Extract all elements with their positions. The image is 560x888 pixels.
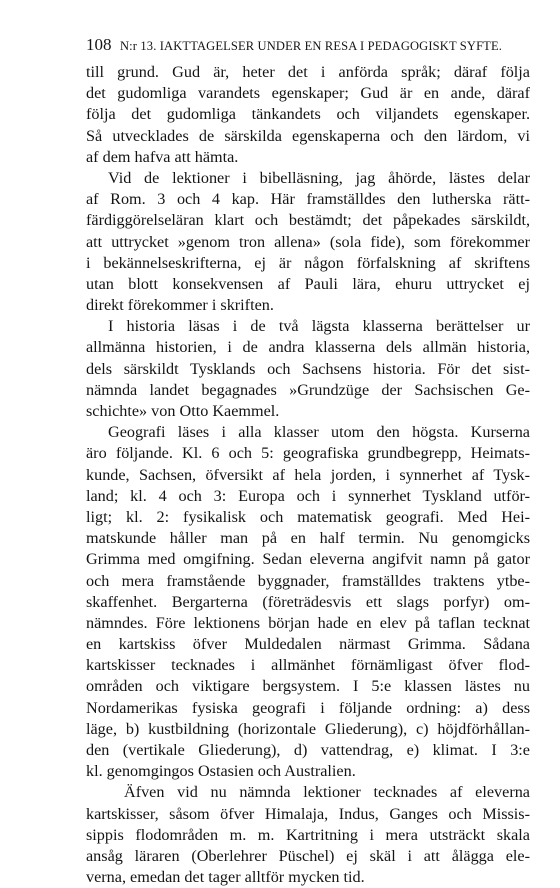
running-head: [86, 35, 530, 55]
text-line: följa det gudomliga tänkandets och viljandets egenskaper.: [86, 105, 530, 124]
text-line: ligt; kl. 2: fysikalisk och matematisk geografi. Med Hei-: [86, 507, 530, 526]
text-line: af Rom. 3 och 4 kap. Här framställdes den lutherska rätt-: [86, 190, 530, 209]
text-line: Nordamerikas fysiska geografi i följande ordning: a) dess: [86, 698, 530, 717]
text-line: färdiggörelseläran klart och bestämdt; det påpekades särskildt,: [86, 211, 530, 230]
text-line: nämndes. Före lektionens början hade en elev på taflan tecknat: [86, 613, 530, 632]
text-line: kl. genomgingos Ostasien och Australien.: [86, 762, 356, 781]
paragraph-first-line: I historia läsas i de två lägsta klasserna berättelser ur: [108, 317, 530, 336]
text-line: områden och viktigare bergsystem. I 5:e klassen lästes nu: [86, 677, 530, 696]
running-head-title: N:r 13. IAKTTAGELSER UNDER EN RESA I PEDAGOGISKT SYFTE.: [120, 39, 503, 53]
text-line: direkt förekommer i skriften.: [86, 296, 274, 315]
text-line: i bekännelseskrifterna, ej är någon förfalskning af skriftens: [86, 253, 530, 272]
paragraph-first-line: Äfven vid nu nämnda lektioner tecknades af eleverna: [124, 783, 530, 802]
text-line: verna, emedan det tager alltför mycken tid.: [86, 868, 365, 887]
text-line: till grund. Gud är, heter det i anförda språk; däraf följa: [86, 63, 530, 81]
text-line: Så utvecklades de särskilda egenskaperna och den lärdom, vi: [86, 126, 530, 145]
text-line: dels särskildt Tysklands och Sachsens historia. För det sist-: [86, 359, 530, 378]
text-line: och mera framstående byggnader, framställdes traktens ytbe-: [86, 571, 530, 590]
text-line: Grimma med omgifning. Sedan eleverna angifvit namn på gator: [86, 550, 530, 569]
text-line: sippis flodområden m. m. Kartritning i mera utsträckt skala: [86, 825, 530, 844]
text-line: kartskisser tecknades i allmänhet förnämligast öfver flod-: [86, 656, 530, 675]
text-line: af dem hafva att hämta.: [86, 147, 239, 166]
paragraph-first-line: Geografi läses i alla klasser utom den högsta. Kurserna: [108, 423, 530, 442]
text-line: att uttrycket »genom tron allena» (sola fide), som förekommer: [86, 232, 530, 251]
text-line: skaffenhet. Bergarterna (företrädesvis ett slags porfyr) om-: [86, 592, 530, 611]
text-line: land; kl. 4 och 3: Europa och i synnerhet Tyskland utför-: [86, 486, 530, 505]
text-line: den (vertikale Gliederung), d) vattendrag, e) klimat. I 3:e: [86, 741, 530, 759]
text-line: äro följande. Kl. 6 och 5: geografiska grundbegrepp, Heimats-: [86, 444, 530, 463]
body-text: [86, 62, 530, 888]
text-line: kartskisser, såsom öfver Himalaja, Indus, Ganges och Missis-: [86, 804, 530, 823]
text-line: ansåg läraren (Oberlehrer Püschel) ej skäl i att ålägga ele-: [86, 846, 530, 865]
text-line: allmänna historien, i de andra klasserna dels allmän historia,: [86, 338, 530, 357]
text-line: nämnda landet begagnades »Grundzüge der Sachsischen Ge-: [86, 380, 530, 399]
text-line: schichte» von Otto Kaemmel.: [86, 402, 280, 420]
text-line: en kartskiss öfver Muldedalen närmast Grimma. Sådana: [86, 635, 530, 654]
paragraph-first-line: Vid de lektioner i bibelläsning, jag åhörde, lästes delar: [108, 168, 530, 187]
text-line: läge, b) kustbildning (horizontale Gliederung), c) höjdförhållan-: [86, 719, 530, 738]
page-number: 108: [86, 35, 112, 54]
text-line: kunde, Sachsen, öfversikt af hela jorden, i synnerhet af Tysk-: [86, 465, 530, 484]
text-line: matskunde håller man på en half termin. Nu genomgicks: [86, 529, 530, 548]
text-line: det gudomliga varandets egenskaper; Gud är en ande, däraf: [86, 84, 530, 103]
text-line: utan blott konsekvensen af Pauli lära, ehuru uttrycket ej: [86, 274, 530, 293]
